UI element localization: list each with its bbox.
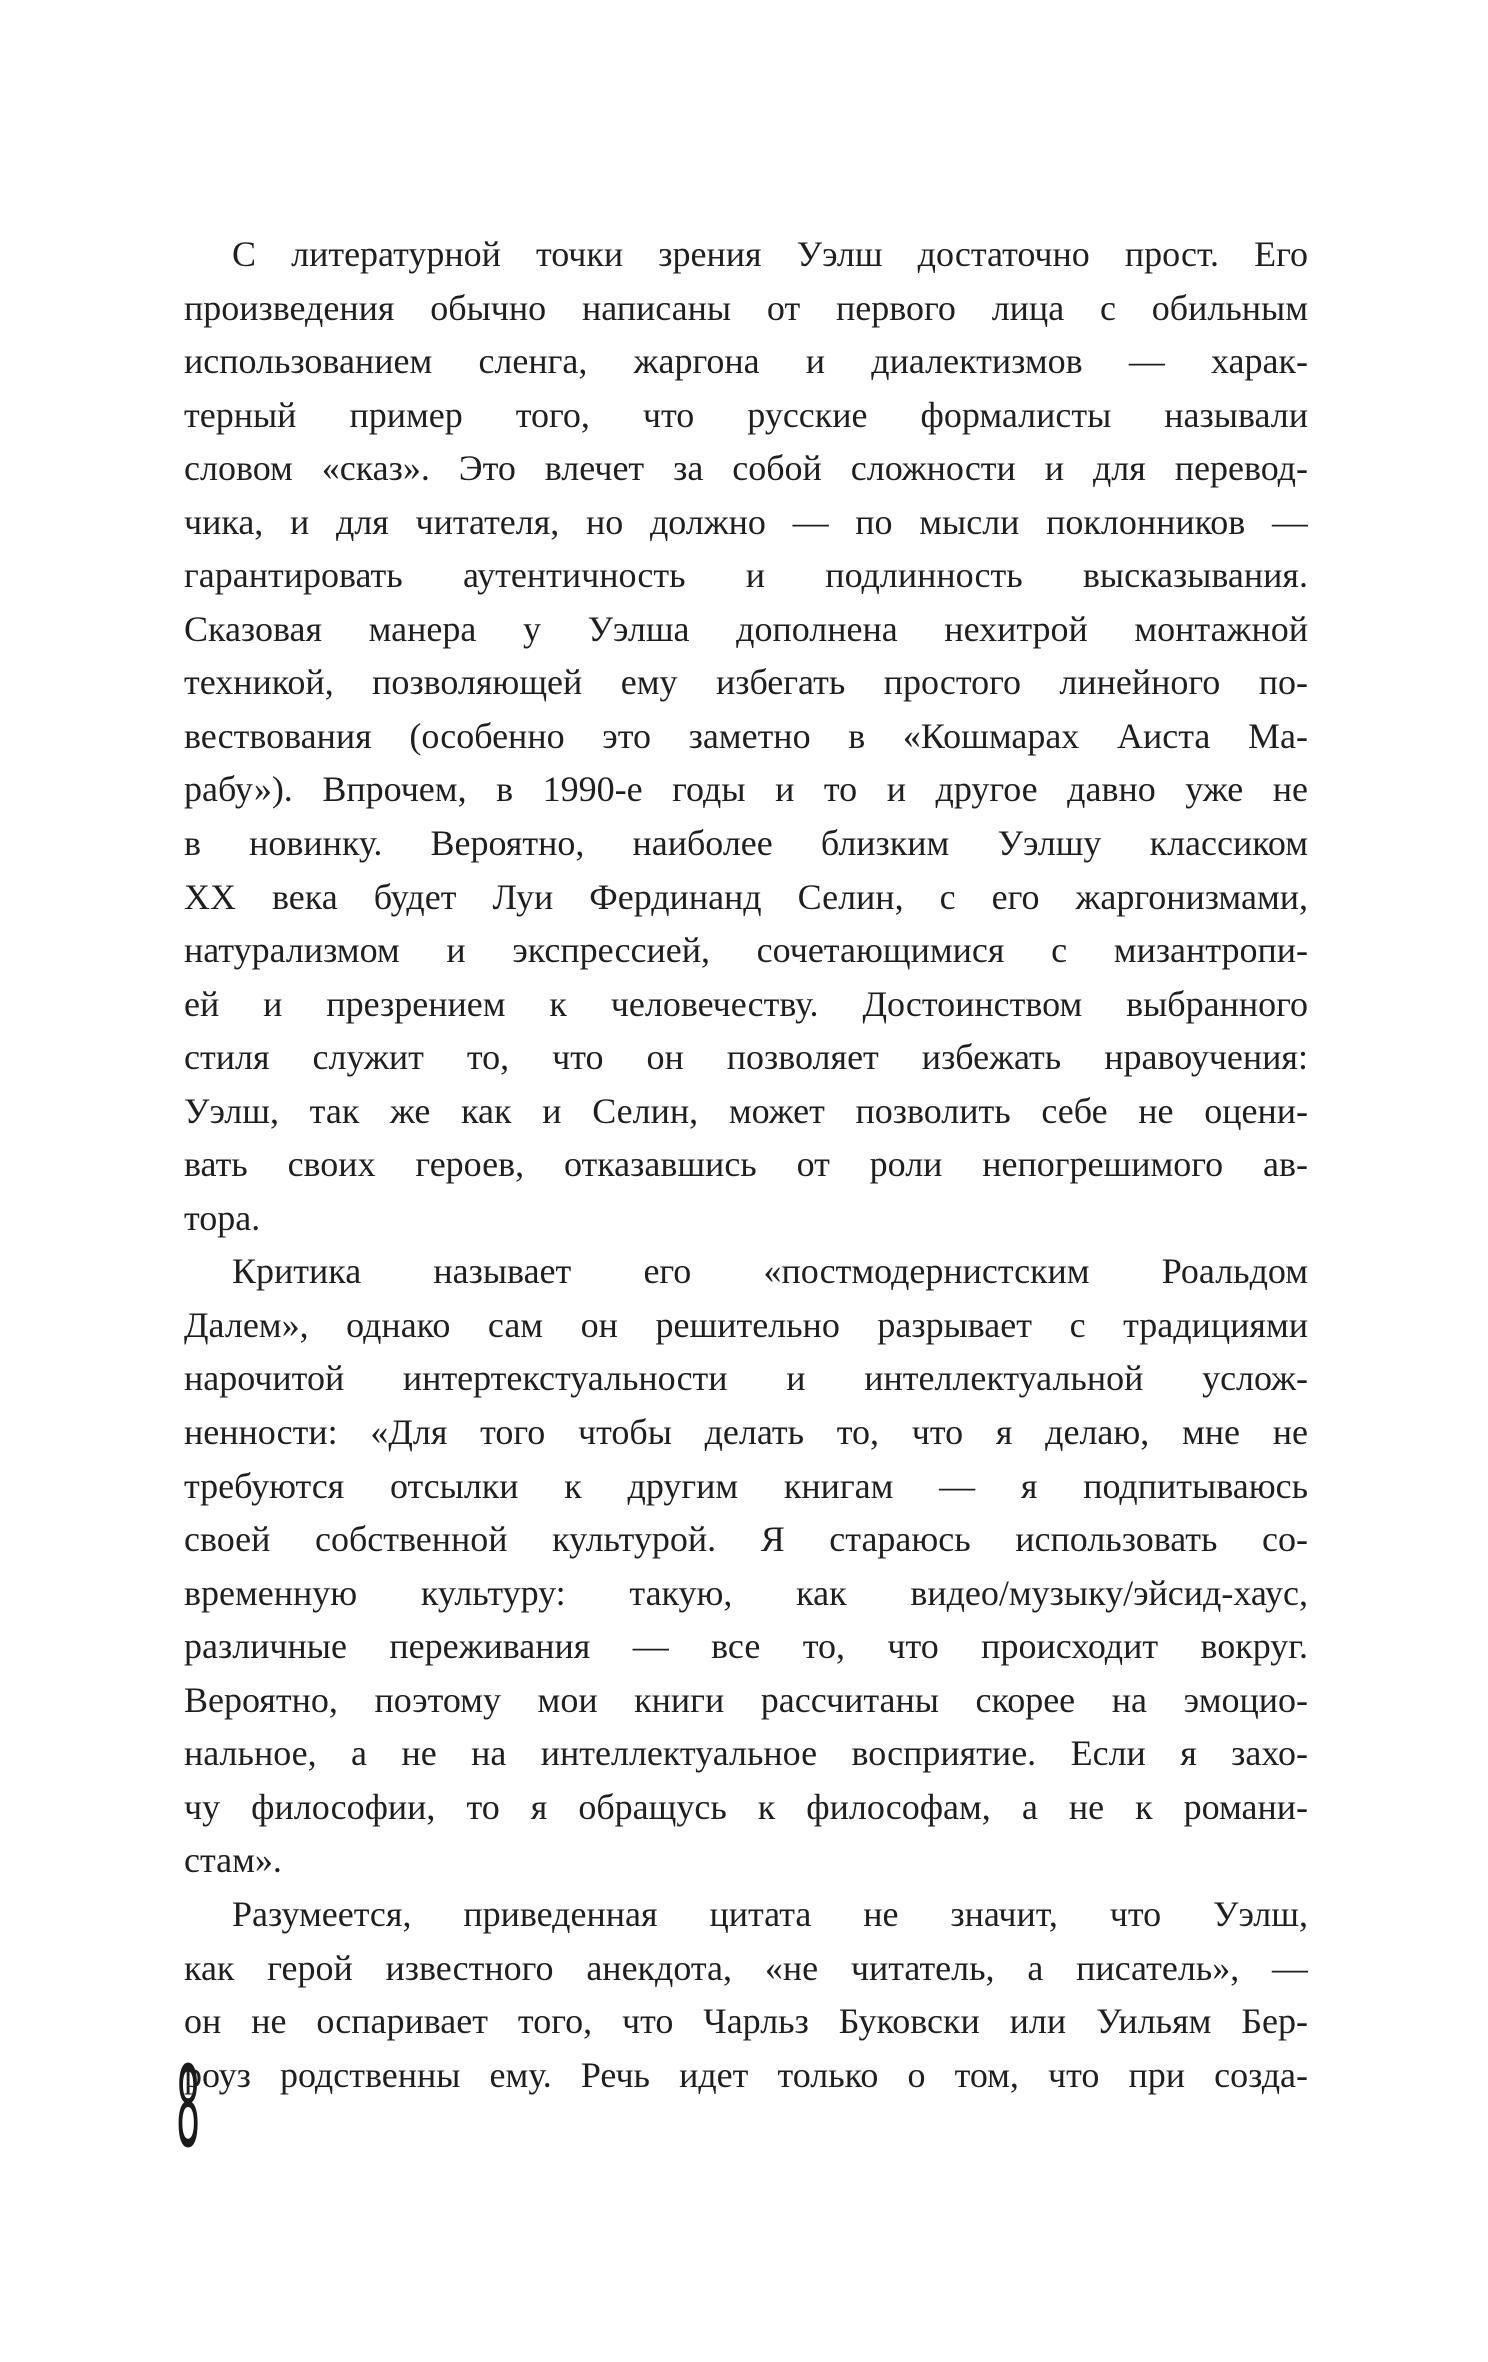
body-text <box>184 228 1308 2102</box>
text-line: нальное, а не на интеллектуальное восприятие. Если я захо- <box>184 1733 1308 1774</box>
text-line: ненности: «Для того чтобы делать то, что я делаю, мне не <box>184 1412 1308 1453</box>
text-line: С литературной точки зрения Уэлш достаточно прост. Его <box>232 234 1308 274</box>
text-line: Сказовая манера у Уэлша дополнена нехитрой монтажной <box>184 608 1308 649</box>
text-line: гарантировать аутентичность и подлинность высказывания. <box>184 555 1308 596</box>
text-line: чика, и для читателя, но должно — по мысли поклонников — <box>184 501 1308 542</box>
text-line: натурализмом и экспрессией, сочетающимися с мизантропи- <box>184 930 1308 971</box>
text-line: он не оспаривает того, что Чарльз Буковски или Уильям Бер- <box>184 2001 1308 2042</box>
text-line: использованием сленга, жаргона и диалектизмов — харак- <box>184 341 1308 382</box>
text-line: тора. <box>184 1197 261 1238</box>
text-line: Разумеется, приведенная цитата не значит, что Уэлш, <box>232 1893 1308 1934</box>
text-line: роуз родственны ему. Речь идет только о том, что при созда- <box>184 2054 1308 2095</box>
text-line: различные переживания — все то, что происходит вокруг. <box>184 1626 1308 1667</box>
text-line: вать своих героев, отказавшись от роли непогрешимого ав- <box>184 1144 1308 1185</box>
text-line: нарочитой интертекстуальности и интеллектуальной услож- <box>184 1358 1308 1399</box>
text-line: как герой известного анекдота, «не читатель, а писатель», — <box>184 1947 1308 1988</box>
text-line: рабу»). Впрочем, в 1990-е годы и то и другое давно уже не <box>184 769 1308 810</box>
text-line: ей и презрением к человечеству. Достоинством выбранного <box>184 983 1308 1024</box>
text-line: Уэлш, так же как и Селин, может позволить себе не оцени- <box>184 1090 1308 1131</box>
paragraph <box>184 228 1308 1245</box>
text-line: в новинку. Вероятно, наиболее близким Уэлшу классиком <box>184 823 1308 864</box>
text-line: временную культуру: такую, как видео/музыку/эйсид-хаус, <box>184 1572 1308 1613</box>
text-line: Критика называет его «постмодернистским Роальдом <box>232 1251 1308 1292</box>
text-line: произведения обычно написаны от первого лица с обильным <box>184 287 1308 328</box>
text-line: Далем», однако сам он решительно разрывает с традициями <box>184 1304 1308 1345</box>
text-line: своей собственной культурой. Я стараюсь использовать со- <box>184 1519 1308 1560</box>
paragraph <box>184 1888 1308 2102</box>
text-line: требуются отсылки к другим книгам — я подпитываюсь <box>184 1465 1308 1506</box>
paragraph <box>184 1245 1308 1888</box>
text-line: словом «сказ». Это влечет за собой сложности и для перевод- <box>184 448 1308 489</box>
text-line: Вероятно, поэтому мои книги рассчитаны скорее на эмоцио- <box>184 1679 1308 1720</box>
text-line: стам». <box>184 1840 282 1881</box>
text-line: стиля служит то, что он позволяет избежать нравоучения: <box>184 1037 1308 1078</box>
text-line: вествования (особенно это заметно в «Кошмарах Аиста Ма- <box>184 715 1308 756</box>
text-line: XX века будет Луи Фердинанд Селин, с его жаргонизмами, <box>184 876 1308 917</box>
page-number: 8 <box>176 2043 201 2173</box>
text-line: терный пример того, что русские формалисты называли <box>184 394 1308 435</box>
text-line: техникой, позволяющей ему избегать простого линейного по- <box>184 662 1308 703</box>
text-line: чу философии, то я обращусь к философам, а не к романи- <box>184 1786 1308 1827</box>
